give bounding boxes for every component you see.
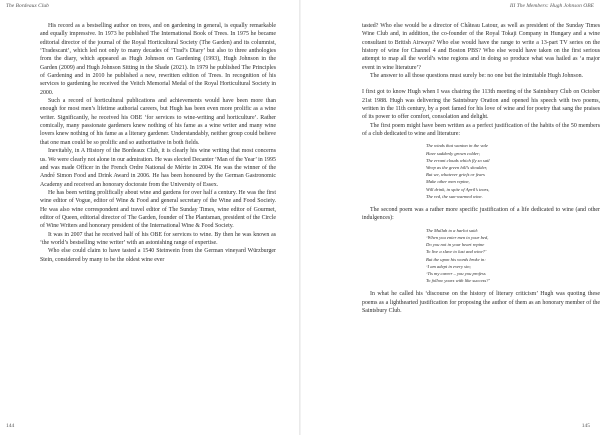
- right-page-text: [362, 22, 600, 315]
- poem-line: Have suddenly grown colder;: [426, 150, 481, 156]
- poem-line: Make other men repine,: [426, 179, 470, 185]
- paragraph: The answer to all those questions must surely be: no one but the inimitable Hugh Johnson.: [370, 73, 584, 80]
- poem-one: [426, 142, 600, 200]
- poem-line: To live a slave to lust and wine?’: [426, 249, 487, 255]
- poem-line: The Mullah to a harlot said:: [426, 227, 479, 233]
- poem-line: But we, whatever griefs or fears: [426, 172, 485, 178]
- right-page-number: 145: [581, 423, 590, 429]
- poem-line: Weep as the green hill’s shoulder,: [426, 165, 488, 171]
- paragraph: I first got to know Hugh when I was chairing the 113th meeting of the Saintsbury Club on October 21st 1988. Hugh was delivering the Saintsbury Oration and opened his speech with two poems, written in the 11th century, by a poet famed for his love of wine and for poetry that sang the praises of its power to offer comfort, consolation and delight.: [362, 89, 600, 121]
- paragraph: He has been writing prolifically about wine and gardens for over half a century. He was the first wine editor of Vogue, editor of Wine & Food and general secretary of the Wine and Food Society. He was also wine correspondent and travel editor of The Sunday Times, wine editor of Gourmet, editor of Queen, editorial director of The Garden, founder of The Plantsman, president of the Circle of Wine Writers and honorary president of the International Wine & Food Society.: [40, 189, 276, 230]
- poem-line: ‘I am adept in every sin;: [426, 263, 472, 269]
- poem-two: [426, 227, 600, 285]
- right-running-head: III The Members: Hugh Johnson OBE: [509, 3, 594, 9]
- paragraph: Who else could claim to have tasted a 1540 Steinwein from the German vineyard Würzburger Stein, considered by many to be the oldest wine ever: [40, 248, 276, 263]
- poem-line: The winds that wanton in the vale: [426, 143, 489, 149]
- left-running-head: The Bordeaux Club: [6, 3, 49, 9]
- paragraph: The first poem might have been written as a perfect justification of the habits of the 50 members of a club dedicated to wine and literature:: [362, 122, 600, 138]
- right-page: [300, 0, 600, 435]
- poem-line: The red, the sun-warmed wine.: [426, 193, 483, 199]
- paragraph: Inevitably, in A History of the Bordeaux Club, it is clearly his wine writing that most concerns us. We were clearly not alone in our admiration. He was elected Decanter ‘Man of the Year’ in 1995 and was made Officer in the French Ordre National de Mérite in 2004. He was the winner of the André Simon Food and Drink Award in 2006. He has been honoured by the German Gastronomic Academy and received an honorary doctorate from the University of Essex.: [40, 148, 276, 188]
- poem-line: But the upon his words broke in:: [426, 256, 486, 262]
- poem-line: ‘When you enter men to your bed,: [426, 234, 489, 240]
- poem-line: ‘Tis my career – you you profess: [426, 271, 486, 276]
- poem-line: The errant clouds which fly so sail: [426, 157, 490, 163]
- poem-line: Do you not in your heart repine: [426, 242, 485, 248]
- left-page-text: [40, 22, 276, 264]
- paragraph: tasted? Who else would be a director of Château Latour, as well as president of the Sunday Times Wine Club and, in addition, the co-founder of the Royal Tokaji Company in Hungary and a wine consultant to British Airways? Who else would have the range to write a 13-part TV series on the history of wine for Channel 4 and Boston PBS? Who else would have taken on the first serious attempt to map all the world’s wine regions and in doing so produce what was hailed as ‘a major event in wine literature’?: [362, 23, 600, 71]
- poem-line: To follow yours with like success?’: [426, 278, 491, 284]
- left-page-number: 144: [6, 423, 15, 429]
- paragraph: Such a record of horticultural publications and achievements would have been more than enough for most men’s lifetime authorial careers, but Hugh has been even more prolific as a wine writer. Significantly, he received his OBE ‘for services to wine-writing and horticulture’. Rather comically, many passionate gardeners knew nothing of his fame as a wine writer and many wine lovers knew nothing of his fame as a literary gardener. Understandably, neither group could believe that one man could be so prolific and so authoritative in both fields.: [40, 98, 276, 146]
- poem-line: Will drink, in spite of April’s tears,: [426, 186, 490, 192]
- paragraph: In what he called his ‘discourse on the history of literary criticism’ Hugh was quoting these poems as a lighthearted justification for proposing the author of them as an honorary member of the Saintsbury Club.: [362, 291, 600, 315]
- paragraph: The second poem was a rather more specific justification of a life dedicated to wine (and other indulgences):: [362, 207, 600, 222]
- paragraph: His record as a bestselling author on trees, and on gardening in general, is equally remarkable and equally impressive. In 1973 he published The International Book of Trees. In 1975 he became editorial director of the journal of the Royal Horticultural Society (The Garden) and its columnist, ‘Tradescant’, which led not only to many decades of ‘Trad’s Diary’ but also to three anthologies from the diary, which appeared as Hugh Johnson on Gardening (1993), Hugh Johnson in the Garden (2009) and Hugh Johnson Sitting in the Shade (2021). In 1979 he published The Principles of Gardening and in 2010 he published a new, rewritten edition of Trees. In recognition of his services to gardening he received the Veitch Memorial Medal of the Royal Horticultural Society in 2000.: [40, 23, 276, 96]
- paragraph: It was in 2007 that he received half of his OBE for services to wine. By then he was known as ‘the world’s bestselling wine writer’ with an astonishing range of expertise.: [40, 231, 276, 246]
